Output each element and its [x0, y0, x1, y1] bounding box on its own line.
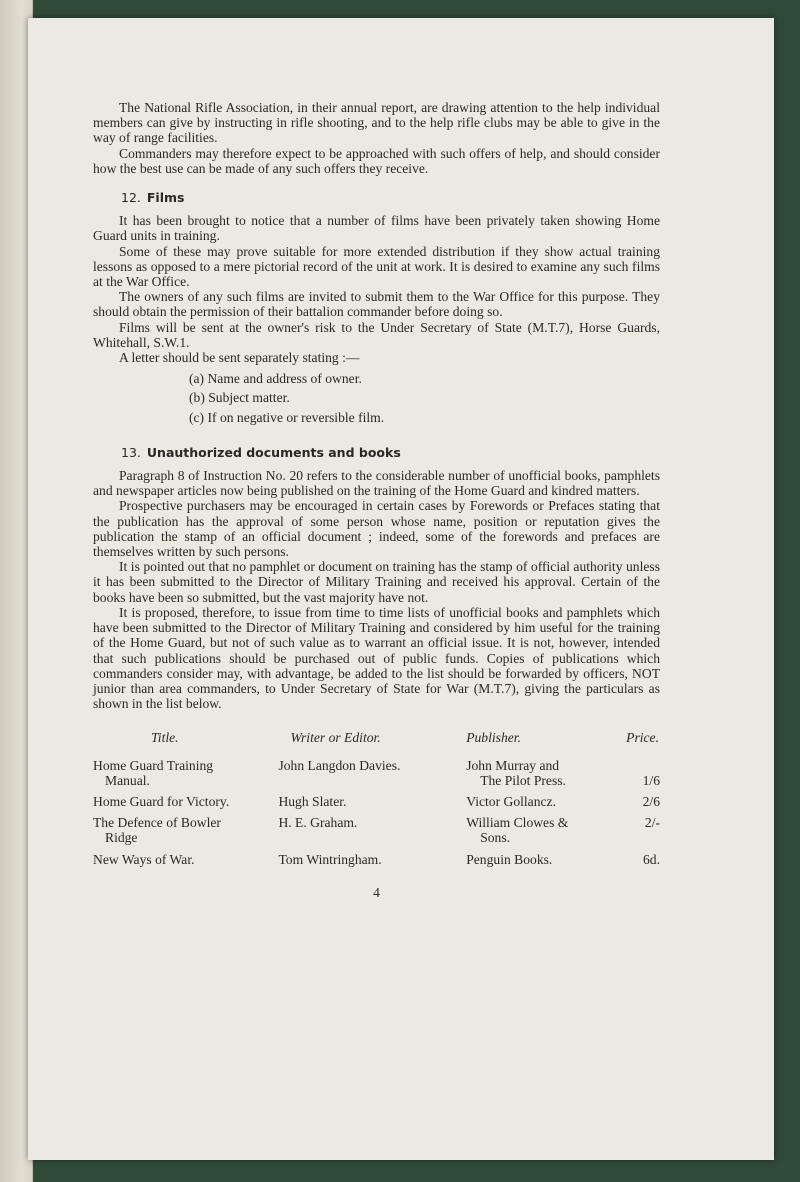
film-letter-list	[189, 371, 660, 425]
section-12-title: Films	[146, 190, 185, 206]
book-price: 2/6	[642, 793, 660, 809]
list-item: (a) Name and address of owner.	[189, 371, 362, 387]
list-item: (b) Subject matter.	[189, 390, 290, 406]
book-title: Home Guard for Victory.	[93, 793, 230, 809]
book-title: New Ways of War.	[93, 851, 195, 867]
section-12-number: 12.	[121, 190, 141, 206]
book-list-table	[93, 729, 660, 870]
book-writer: Tom Wintringham.	[278, 851, 382, 867]
book-title-continued: Ridge	[105, 830, 138, 846]
section-13-number: 13.	[121, 444, 141, 460]
table-row	[93, 813, 660, 849]
intro-paragraph-2: Commanders may therefore expect to be approached with such offers of help, and should consider how the best use can be made of any such offers they receive.	[93, 145, 660, 176]
book-publisher-continued: The Pilot Press.	[480, 772, 566, 788]
book-price: 1/6	[642, 772, 660, 788]
book-price: 2/-	[644, 815, 660, 831]
book-price: 6d.	[643, 851, 660, 867]
book-title: Home Guard Training	[93, 757, 214, 773]
book-writer: John Langdon Davies.	[278, 757, 401, 773]
section-13-paragraph-2: Prospective purchasers may be encouraged in certain cases by Forewords or Prefaces stating that the publication has the approval of some person whose name, position or reputation gives the publication the stamp of an official document ; indeed, some of the forewords and prefaces are themselves written by such persons.	[93, 498, 660, 560]
book-title-continued: Manual.	[105, 772, 150, 788]
section-12-paragraph-5: A letter should be sent separately stating :—	[119, 350, 360, 366]
section-13-paragraph-4: It is proposed, therefore, to issue from time to time lists of unofficial books and pamphlets which have been submitted to the Director of Military Training and considered by him useful for the training of the Home Guard, but not of such value as to warrant an official issue. It is not, however, intended that such publications should be purchased out of public funds. Copies of publications which commanders consider may, with advantage, be added to the list should be forwarded by officers, NOT junior than area commanders, to Under Secretary of State for War (M.T.7), giving the particulars as shown in the list below.	[93, 604, 660, 712]
header-title: Title.	[151, 730, 179, 746]
book-writer: H. E. Graham.	[278, 815, 358, 831]
section-13-title: Unauthorized documents and books	[146, 444, 401, 460]
header-price: Price.	[626, 730, 659, 746]
table-row	[93, 756, 660, 792]
section-13-heading	[121, 445, 660, 460]
section-13-paragraph-1: Paragraph 8 of Instruction No. 20 refers to the considerable number of unofficial books, pamphlets and newspaper articles now being published on the training of the Home Guard and kindred matters.	[93, 468, 660, 499]
intro-paragraph-1: The National Rifle Association, in their annual report, are drawing attention to the help individual members can give by instructing in rifle shooting, and to the help rifle clubs may be able to give in the way of range facilities.	[93, 100, 660, 146]
section-12-paragraph-1: It has been brought to notice that a number of films have been privately taken showing Home Guard units in training.	[93, 213, 660, 244]
book-title: The Defence of Bowler	[93, 815, 221, 831]
book-publisher: John Murray and	[466, 757, 560, 773]
book-publisher-continued: Sons.	[480, 830, 511, 846]
book-writer: Hugh Slater.	[278, 793, 347, 809]
page-content	[93, 100, 660, 900]
book-publisher: William Clowes &	[466, 815, 569, 831]
section-12-paragraph-3: The owners of any such films are invited to submit them to the War Office for this purpose. They should obtain the permission of their battalion commander before doing so.	[93, 289, 660, 320]
section-12-paragraph-4: Films will be sent at the owner's risk to the Under Secretary of State (M.T.7), Horse Guards, Whitehall, S.W.1.	[93, 319, 660, 350]
section-13-paragraph-3: It is pointed out that no pamphlet or document on training has the stamp of official authority unless it has been submitted to the Director of Military Training and received his approval. Certain of the books have been so submitted, but the vast majority have not.	[93, 559, 660, 605]
section-12-paragraph-2: Some of these may prove suitable for more extended distribution if they show actual training lessons as opposed to a mere pictorial record of the unit at work. It is desired to examine any such films at the War Office.	[93, 243, 660, 290]
header-publisher: Publisher.	[466, 730, 521, 746]
list-item: (c) If on negative or reversible film.	[189, 409, 385, 425]
table-row	[93, 792, 660, 813]
table-row	[93, 850, 660, 871]
section-12-heading	[121, 190, 660, 205]
header-writer: Writer or Editor.	[290, 730, 381, 746]
book-publisher: Victor Gollancz.	[466, 793, 556, 809]
page-number: 4	[373, 884, 380, 900]
book-publisher: Penguin Books.	[466, 851, 553, 867]
table-header-row	[93, 729, 660, 755]
